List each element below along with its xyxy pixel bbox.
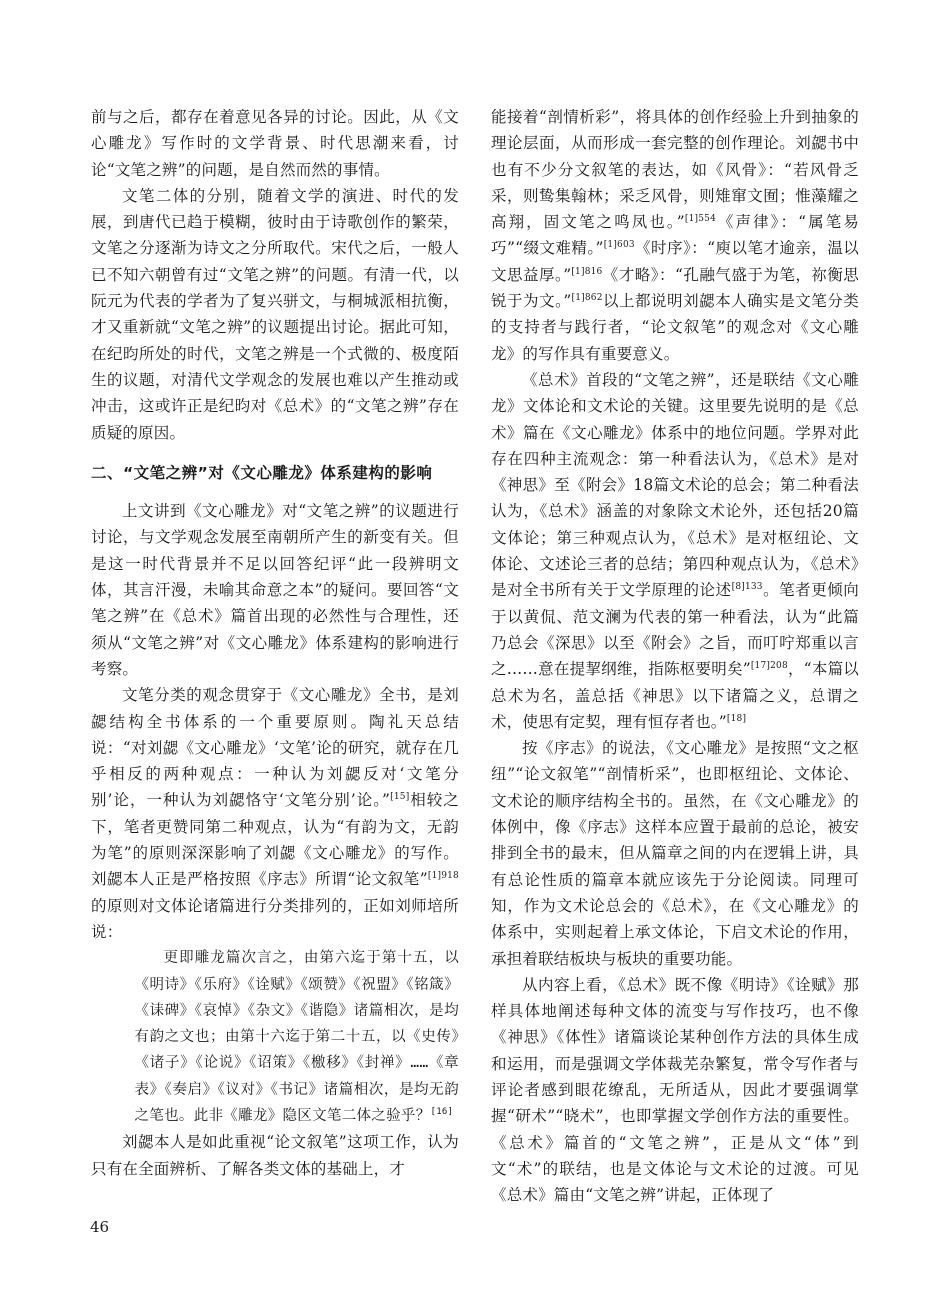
paragraph [491,367,859,735]
citation: [8]133 [731,582,763,593]
paragraph [91,682,459,945]
citation: [1]862 [571,293,603,304]
block-quote [91,945,459,1129]
paragraph [491,104,859,367]
text-run: 的原则对文体论诸篇进行分类排列的，正如刘师培所说： [91,896,459,941]
text-run: 以上都说明刘勰本人确实是文笔分类的支持者与践行者，“论文叙笔”的观念对《文心雕龙》的写作具有重要意义。 [491,292,860,363]
text-run: 。笔者更倾向于以黄侃、范文澜为代表的第一种看法，认为“此篇乃总会《深思》以至《附会》之旨，而叮咛郑重以言之……意在提挈纲维，指陈枢要明矣” [491,581,859,679]
citation: [1]554 [684,214,717,225]
citation: [15] [390,792,410,803]
citation: [1]603 [603,240,635,251]
paragraph: 前与之后，都存在着意见各异的讨论。因此，从《文心雕龙》写作时的文学背景、时代思潮来看，讨论“文笔之辨”的问题，是自然而然的事情。 [91,108,459,179]
right-column [491,104,859,1208]
paragraph: 文笔二体的分别，随着文学的演进、时代的发展，到唐代已趋于模糊，彼时由于诗歌创作的繁荣，文笔之分逐渐为诗文之分所取代。宋代之后，一般人已不知六朝曾有过“文笔之辨”的问题。有清一代，以阮元为代表的学者为了复兴骈文，与桐城派相抗衡，才又重新就“文笔之辨”的议题提出讨论。据此可知，在纪昀所处的时代，文笔之辨是一个式微的、极度陌生的议题，对清代文学观念的发展也难以产生推动或冲击，这或许正是纪昀对《总术》的“文笔之辨”存在质疑的原因。 [91,186,459,442]
text-run: 相较之下，笔者更赞同第二种观点，认为“有韵为文，无韵为笔”的原则深深影响了刘勰《文心雕龙》的写作。刘勰本人正是严格按照《序志》所谓“论文叙笔” [91,791,459,889]
citation: [18] [726,713,747,724]
page-number: 46 [90,1218,110,1236]
paragraph: 上文讲到《文心雕龙》对“文笔之辨”的议题进行讨论，与文学观念发展至南朝所产生的新变有关。但是这一时代背景并不足以回答纪评“此一段辨明文体，其言汗漫，未喻其命意之本”的疑问。要回答“文笔之辨”在《总术》篇首出现的必然性与合理性，还须从“文笔之辨”对《文心雕龙》体系建构的影响进行考察。 [91,502,459,678]
citation: [16] [430,1106,454,1117]
text-run: 能接着“剖情析彩”，将具体的创作经验上升到抽象的理论层面，从而形成一套完整的创作理论。刘勰书中也有不少分文叙笔的表达，如《风骨》：“若风骨乏采，则鸷集翰林；采乏风骨，则雉窜文囿；惟藻耀之高翔，固文笔之鸣凤也。” [491,108,859,232]
text-run: ，“本篇以总术为名，盖总括《神思》以下诸篇之义，总谓之术，使思有定契，理有恒存者也。” [491,660,859,731]
paragraph: 刘勰本人是如此重视“论文叙笔”这项工作，认为只有在全面辨析、了解各类文体的基础上，才 [91,1133,459,1178]
citation: [1]816 [571,266,603,277]
left-column [91,104,459,1182]
text-run: 《声律》：“属笔易巧”“缀文难精。” [491,213,859,258]
text-run: 《时序》：“庾以笔才逾亲，温以文思益厚。” [491,239,859,284]
text-run: 《才略》：“孔融气盛于为笔，祢衡思锐于为文。” [491,265,860,311]
text-run: 《总术》首段的“文笔之辨”，还是联结《文心雕龙》文体论和文术论的关键。这里要先说明的是《总术》篇在《文心雕龙》体系中的地位问题。学界对此存在四种主流观念：第一种看法认为，《总术》是对《神思》至《附会》18篇文术论的总会；第二种看法认为，《总术》涵盖的对象除文术论外，还包括20篇文体论；第三种观点认为，《总术》是对枢纽论、文体论、文述论三者的总结；第四种观点认为，《总术》是对全书所有关于文学原理的论述 [491,370,859,600]
section-heading: 二、“文笔之辨”对《文心雕龙》体系建构的影响 [91,463,433,482]
citation: [17]208 [750,661,788,672]
text-run: 文笔分类的观念贯穿于《文心雕龙》全书，是刘勰结构全书体系的一个重要原则。陶礼天总结说：“对刘勰《文心雕龙》‘文笔’论的研究，就存在几乎相反的两种观点：一种认为刘勰反对‘文笔分别’论，一种认为刘勰恪守‘文笔分别’论。” [91,686,459,810]
paragraph: 按《序志》的说法，《文心雕龙》是按照“文之枢纽”“论文叙笔”“剖情析采”，也即枢纽论、文体论、文术论的顺序结构全书的。虽然，在《文心雕龙》的体例中，像《序志》这样本应置于最前的总论，被安排到全书的最末，但从篇章之间的内在逻辑上讲，具有总论性质的篇章本就应该先于分论阅读。同理可知，作为文术论总会的《总术》，在《文心雕龙》的体系中，实则起着上承文体论，下启文术论的作用，承担着联结板块与板块的重要功能。 [491,739,859,968]
paragraph: 从内容上看，《总术》既不像《明诗》《诠赋》那样具体地阐述每种文体的流变与写作技巧，也不像《神思》《体性》诸篇谈论某种创作方法的具体生成和运用，而是强调文学体裁芜杂繁复，常令写作者与评论者感到眼花缭乱，无所适从，因此才要强调掌握“研术”“晓术”，也即掌握文学创作方法的重要性。《总术》篇首的“文笔之辨”，正是从文“体”到文“术”的联结，也是文体论与文术论的过渡。可见《总术》篇由“文笔之辨”讲起，正体现了 [491,975,859,1205]
citation: [1]918 [427,871,459,882]
quote-text: 更即雕龙篇次言之，由第六迄于第十五，以《明诗》《乐府》《诠赋》《颂赞》《祝盟》《铭箴》《诔碑》《哀悼》《杂文》《谐隐》诸篇相次，是均有韵之文也；由第十六迄于第二十五，以《史传》《诸子》《论说》《诏策》《檄移》《封禅》……《章表》《奏启》《议对》《书记》诸篇相次，是均无韵之笔也。此非《雕龙》隐区文笔二体之验乎？ [134,950,459,1124]
